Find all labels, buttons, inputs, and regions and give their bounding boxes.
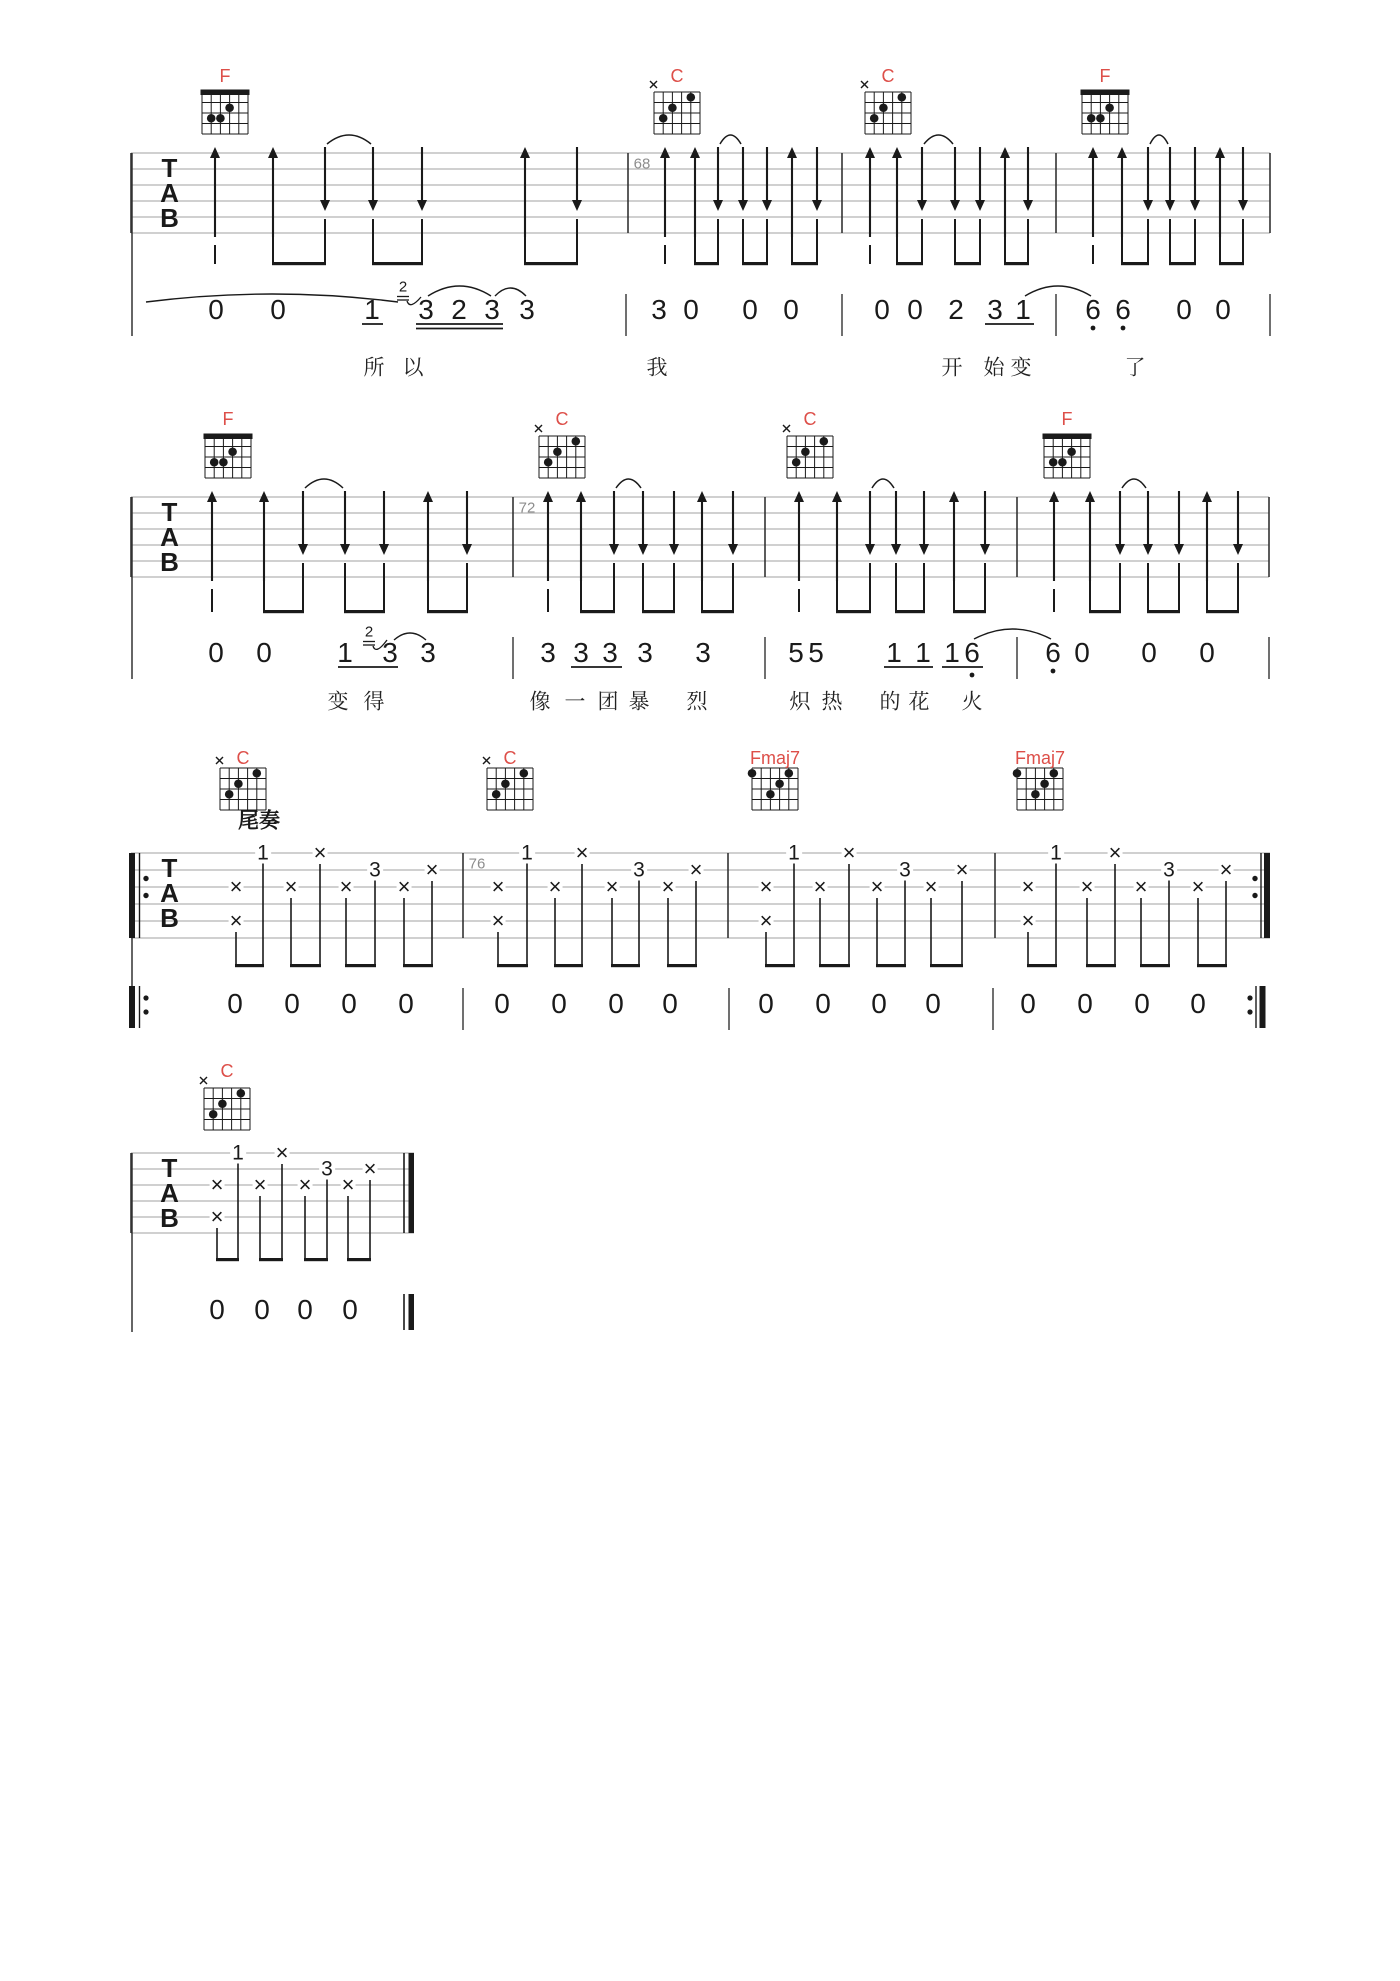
lyric-char: 火 (961, 690, 983, 714)
jianpu-number: 0 (227, 988, 243, 1019)
tab-note: 1 (521, 841, 533, 865)
tab-clef-letter-b: B (160, 1203, 180, 1233)
jianpu-number: 3 (573, 637, 589, 668)
jianpu-number: 1 (915, 637, 931, 668)
tab-note: × (313, 840, 327, 865)
chord-label-f: F (1061, 409, 1073, 429)
tab-note: × (1191, 874, 1205, 899)
tab-note: × (363, 1156, 377, 1181)
jianpu-number: 0 (608, 988, 624, 1019)
tab-note: × (955, 857, 969, 882)
jianpu-number: 3 (602, 637, 618, 668)
tab-note: × (210, 1172, 224, 1197)
tab-clef-letter-t: T (161, 153, 179, 183)
chord-label-c: C (881, 66, 895, 86)
jianpu-number: 0 (1215, 294, 1231, 325)
tab-note: × (298, 1172, 312, 1197)
tab-note: × (689, 857, 703, 882)
chord-label-c: C (803, 409, 817, 429)
jianpu-number: 0 (783, 294, 799, 325)
jianpu-number: 2 (451, 294, 467, 325)
measure-number: 76 (468, 855, 486, 873)
tab-note: × (229, 908, 243, 933)
jianpu-number: 6 (1115, 294, 1131, 325)
jianpu-number: 0 (208, 637, 224, 668)
lyric-char: 团 (597, 690, 619, 714)
jianpu-number: 0 (256, 637, 272, 668)
tab-note: × (284, 874, 298, 899)
jianpu-number: 0 (925, 988, 941, 1019)
tab-note: 1 (1050, 841, 1062, 865)
chord-label-fmaj7: Fmaj7 (1014, 748, 1066, 768)
jianpu-number: 0 (284, 988, 300, 1019)
tab-note: 1 (788, 841, 800, 865)
tab-clef-letter-t: T (161, 497, 179, 527)
tab-note: × (491, 908, 505, 933)
jianpu-number: 0 (683, 294, 699, 325)
tab-clef-letter-a: A (160, 522, 180, 552)
chord-label-c: C (220, 1061, 234, 1081)
lyric-char: 暴 (628, 690, 650, 714)
tab-note: × (1134, 874, 1148, 899)
tab-clef-letter-a: A (160, 178, 180, 208)
jianpu-number: 6 (1085, 294, 1101, 325)
lyric-char: 开 (941, 356, 963, 380)
tab-note: 3 (321, 1157, 333, 1181)
outro-label: 尾奏 (238, 809, 280, 833)
jianpu-number: 0 (551, 988, 567, 1019)
jianpu-number: 0 (1176, 294, 1192, 325)
jianpu-number: 0 (1199, 637, 1215, 668)
jianpu-number: 0 (1020, 988, 1036, 1019)
jianpu-number: 3 (519, 294, 535, 325)
jianpu-number: 0 (907, 294, 923, 325)
tab-note: 3 (899, 858, 911, 882)
chord-label-f: F (219, 66, 231, 86)
jianpu-number: 3 (651, 294, 667, 325)
measure-number: 72 (518, 499, 536, 517)
tab-note: 3 (1163, 858, 1175, 882)
tab-note: 3 (633, 858, 645, 882)
tab-note: × (210, 1204, 224, 1229)
tab-clef-letter-b: B (160, 903, 180, 933)
chord-label-f: F (1099, 66, 1111, 86)
jianpu-number: 3 (637, 637, 653, 668)
chord-label-c: C (670, 66, 684, 86)
jianpu-number: 0 (742, 294, 758, 325)
jianpu-number: 0 (662, 988, 678, 1019)
tab-note: 1 (232, 1141, 244, 1165)
jianpu-number: 0 (1077, 988, 1093, 1019)
tab-note: × (491, 874, 505, 899)
chord-label-c: C (503, 748, 517, 768)
tab-note: × (1219, 857, 1233, 882)
tab-clef-letter-a: A (160, 1178, 180, 1208)
chord-label-c: C (555, 409, 569, 429)
tab-note: × (842, 840, 856, 865)
jianpu-number: 0 (1134, 988, 1150, 1019)
jianpu-number: 1 (944, 637, 960, 668)
tab-note: × (275, 1140, 289, 1165)
tab-clef-letter-b: B (160, 547, 180, 577)
tab-note: × (1021, 908, 1035, 933)
tab-note: × (339, 874, 353, 899)
lyric-char: 以 (402, 356, 424, 380)
tab-clef-letter-b: B (160, 203, 180, 233)
jianpu-number: 3 (695, 637, 711, 668)
tab-note: × (397, 874, 411, 899)
jianpu-number: 0 (815, 988, 831, 1019)
tab-note: 1 (257, 841, 269, 865)
tab-note: 3 (369, 858, 381, 882)
jianpu-number: 6 (964, 637, 980, 668)
lyric-char: 炽 (789, 690, 811, 714)
grace-note: 2 (398, 278, 408, 296)
tab-clef-letter-t: T (161, 1153, 179, 1183)
lyric-char: 花 (908, 690, 930, 714)
tab-note: × (1021, 874, 1035, 899)
lyric-char: 变 (327, 690, 349, 714)
jianpu-number: 0 (254, 1294, 270, 1325)
jianpu-number: 3 (382, 637, 398, 668)
lyric-char: 始 (983, 356, 1005, 380)
chord-label-f: F (222, 409, 234, 429)
tab-note: × (341, 1172, 355, 1197)
lyric-char: 的 (879, 690, 901, 714)
jianpu-number: 1 (337, 637, 353, 668)
lyric-char: 得 (363, 690, 385, 714)
tab-note: × (870, 874, 884, 899)
tab-note: × (759, 908, 773, 933)
lyric-char: 所 (363, 356, 385, 380)
jianpu-number: 0 (341, 988, 357, 1019)
jianpu-number: 0 (758, 988, 774, 1019)
tab-note: × (1080, 874, 1094, 899)
jianpu-number: 0 (1074, 637, 1090, 668)
tab-note: × (661, 874, 675, 899)
lyric-char: 了 (1124, 356, 1146, 380)
chord-label-c: C (236, 748, 250, 768)
jianpu-number: 0 (398, 988, 414, 1019)
jianpu-number: 1 (886, 637, 902, 668)
jianpu-number: 0 (209, 1294, 225, 1325)
jianpu-number: 3 (484, 294, 500, 325)
tab-note: × (813, 874, 827, 899)
lyric-char: 一 (564, 690, 586, 714)
jianpu-number: 6 (1045, 637, 1061, 668)
tab-note: × (924, 874, 938, 899)
jianpu-number: 0 (208, 294, 224, 325)
tab-note: × (548, 874, 562, 899)
tab-note: × (605, 874, 619, 899)
lyric-char: 变 (1010, 356, 1032, 380)
jianpu-number: 0 (494, 988, 510, 1019)
tab-note: × (229, 874, 243, 899)
jianpu-number: 3 (418, 294, 434, 325)
tab-note: × (425, 857, 439, 882)
chord-label-fmaj7: Fmaj7 (749, 748, 801, 768)
tab-note: × (1108, 840, 1122, 865)
jianpu-number: 2 (948, 294, 964, 325)
jianpu-number: 5 (788, 637, 804, 668)
jianpu-number: 1 (364, 294, 380, 325)
jianpu-number: 0 (270, 294, 286, 325)
grace-note: 2 (364, 623, 374, 641)
jianpu-number: 1 (1015, 294, 1031, 325)
tab-clef-letter-a: A (160, 878, 180, 908)
tab-note: × (575, 840, 589, 865)
jianpu-number: 0 (871, 988, 887, 1019)
tab-clef-letter-t: T (161, 853, 179, 883)
lyric-char: 烈 (686, 690, 708, 714)
jianpu-number: 3 (987, 294, 1003, 325)
jianpu-number: 0 (342, 1294, 358, 1325)
jianpu-number: 5 (808, 637, 824, 668)
jianpu-number: 3 (540, 637, 556, 668)
jianpu-number: 0 (297, 1294, 313, 1325)
lyric-char: 像 (529, 690, 551, 714)
tab-note: × (253, 1172, 267, 1197)
jianpu-number: 0 (1190, 988, 1206, 1019)
measure-number: 68 (633, 155, 651, 173)
lyric-char: 热 (821, 690, 843, 714)
jianpu-number: 3 (420, 637, 436, 668)
tab-note: × (759, 874, 773, 899)
jianpu-number: 0 (874, 294, 890, 325)
jianpu-number: 0 (1141, 637, 1157, 668)
lyric-char: 我 (646, 356, 668, 380)
